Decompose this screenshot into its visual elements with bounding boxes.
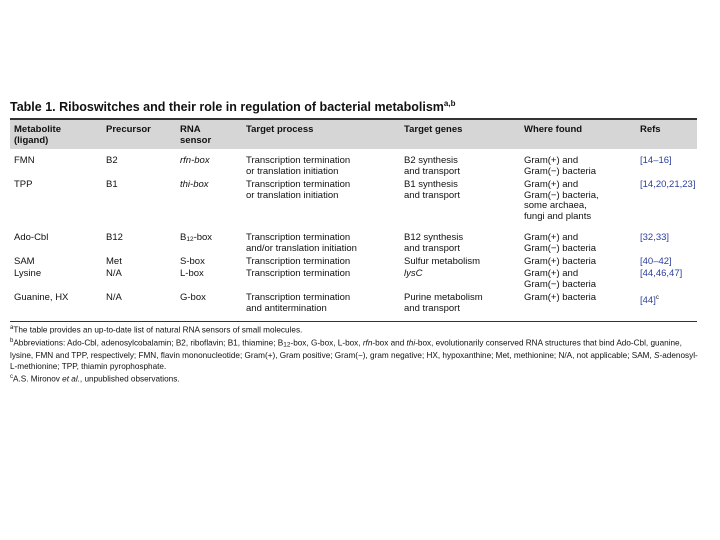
caption-footnote-marks: a,b: [443, 99, 456, 108]
cell-sensor: thi-box: [180, 179, 209, 190]
table-row: [10, 180, 697, 233]
cell-process: Transcription termination: [246, 268, 351, 279]
table-row: [10, 293, 697, 317]
cell-sensor: rfn-box: [180, 155, 210, 166]
table-header: [10, 118, 697, 149]
cell-process: Transcription termination: [246, 256, 351, 267]
footnote-c: $^c$A.S. Mironov et al., unpublished observations.: [10, 374, 180, 385]
table-caption: [10, 99, 455, 114]
cell-genes: Purine metabolism and transport: [404, 292, 483, 314]
table-label: Table 1.: [10, 100, 56, 115]
table-row: [10, 233, 697, 257]
cell-metabolite: Guanine, HX: [14, 292, 69, 303]
cell-refs: [14–16]: [640, 155, 672, 166]
cell-genes: B2 synthesis and transport: [404, 155, 460, 177]
footnote-b: $^b$Abbreviations: Ado-Cbl, adenosylcobalamin; B2, riboflavin; B1, thiamine; $B_{12}$-box, G-box, L-box, rfn-box and thi-box, evolutionarily conserved RNA structures that bind Ado-Cbl, guanine, lysine, FMN and TPP, respectively; FMN, flavin mononucleotide; Gram(+), Gram positive; Gram(−), gram negative; HX, hypoxanthine; Met, methionine; N/A, not applicable; SAM, S-adenosyl-L-methionine; TPP, thiamin pyrophosphate.: [10, 338, 698, 371]
cell-refs: [14,20,21,23]: [640, 179, 696, 190]
cell-refs: [44,46,47]: [640, 268, 683, 279]
footnote-a: $^a$The table provides an up-to-date list of natural RNA sensors of small molecules.: [10, 325, 303, 335]
cell-genes: lysC: [404, 268, 423, 279]
cell-found: Gram(+) bacteria: [524, 256, 597, 267]
cell-refs: $[44]^c$: [640, 295, 659, 307]
cell-refs: [32,33]: [640, 232, 670, 243]
cell-metabolite: SAM: [14, 256, 35, 267]
cell-process: Transcription termination or translation initiation: [246, 155, 351, 177]
cell-found: Gram(+) and Gram(−) bacteria: [524, 232, 597, 254]
cell-genes: Sulfur metabolism: [404, 256, 481, 267]
cell-precursor: Met: [106, 256, 122, 267]
cell-refs: [40–42]: [640, 256, 672, 267]
cell-sensor: G-box: [180, 292, 206, 303]
header-target-process: Target process: [246, 124, 314, 135]
cell-process: Transcription termination or translation initiation: [246, 179, 351, 201]
cell-precursor: N/A: [106, 268, 122, 279]
cell-found: Gram(+) and Gram(−) bacteria, some archaea, fungi and plants: [524, 179, 599, 222]
cell-metabolite: Ado-Cbl: [14, 232, 49, 243]
table-row: [10, 156, 697, 180]
header-where-found: Where found: [524, 124, 583, 135]
cell-genes: B12 synthesis and transport: [404, 232, 464, 254]
riboswitch-table: [10, 118, 697, 322]
cell-process: Transcription termination and antitermination: [246, 292, 351, 314]
cell-precursor: B12: [106, 232, 123, 243]
cell-sensor: $B_{12}$-box: [180, 232, 213, 243]
table-row: [10, 269, 697, 293]
cell-process: Transcription termination and/or translation initiation: [246, 232, 357, 254]
cell-metabolite: FMN: [14, 155, 35, 166]
cell-metabolite: Lysine: [14, 268, 42, 279]
table-footnotes: [10, 323, 700, 386]
cell-precursor: N/A: [106, 292, 122, 303]
cell-precursor: B2: [106, 155, 118, 166]
cell-metabolite: TPP: [14, 179, 33, 190]
table-title: Riboswitches and their role in regulation of bacterial metabolism: [59, 100, 444, 115]
table-body: [10, 156, 697, 322]
cell-precursor: B1: [106, 179, 118, 190]
header-precursor: Precursor: [106, 124, 151, 135]
cell-genes: B1 synthesis and transport: [404, 179, 460, 201]
header-refs: Refs: [640, 124, 661, 135]
cell-sensor: L-box: [180, 268, 204, 279]
header-target-genes: Target genes: [404, 124, 463, 135]
cell-found: Gram(+) bacteria: [524, 292, 597, 303]
cell-found: Gram(+) and Gram(−) bacteria: [524, 155, 597, 177]
cell-found: Gram(+) and Gram(−) bacteria: [524, 268, 597, 290]
header-rna-sensor: RNA sensor: [180, 124, 212, 146]
header-metabolite: Metabolite (ligand): [14, 124, 61, 146]
cell-sensor: S-box: [180, 256, 205, 267]
